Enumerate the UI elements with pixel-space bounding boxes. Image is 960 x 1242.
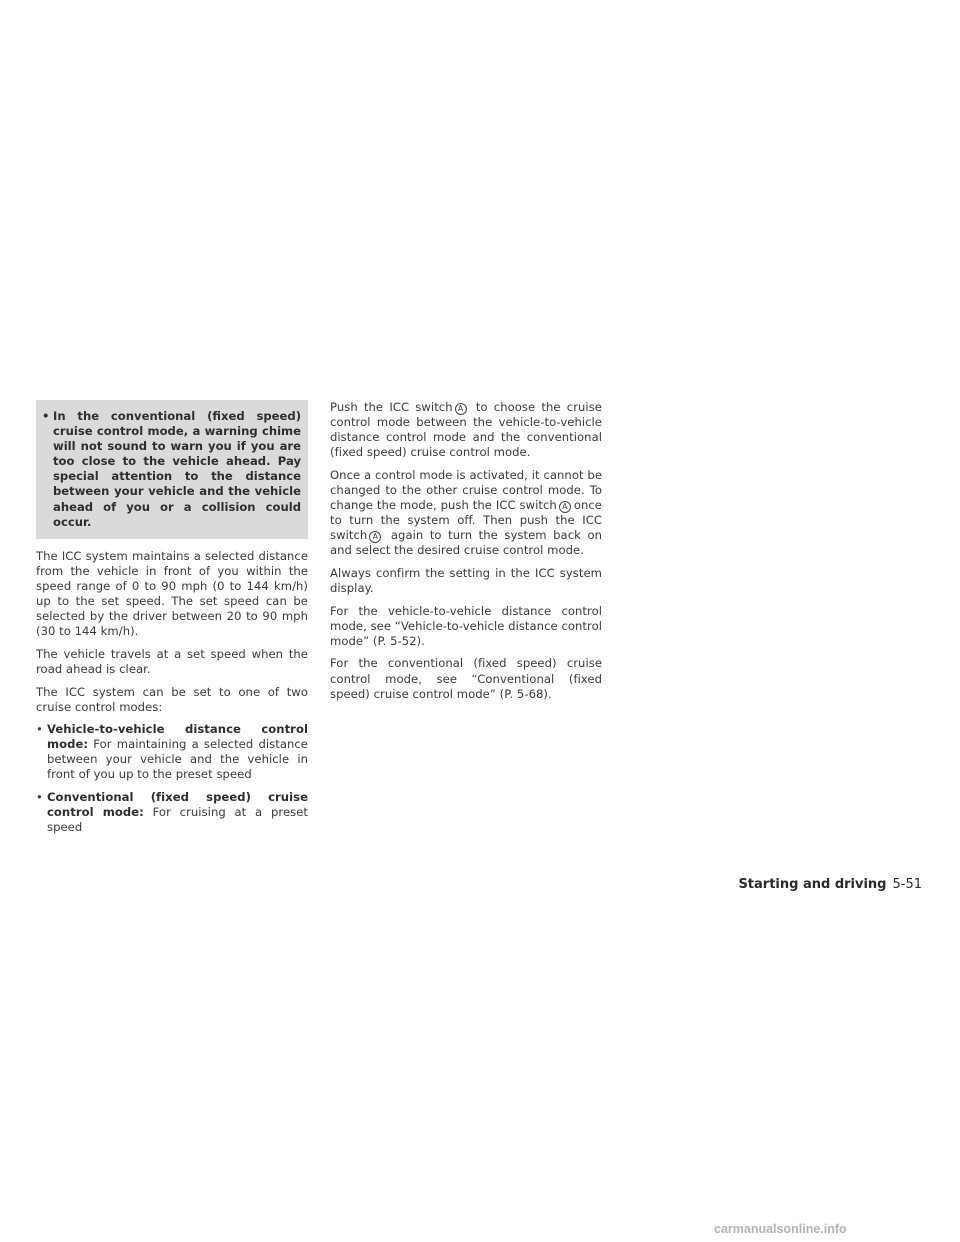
switch-a-icon: A <box>455 403 467 415</box>
switch-a-icon: A <box>369 531 381 543</box>
page-footer <box>738 877 922 892</box>
paragraph-ref-conventional: For the conventional (fixed speed) cruise control mode, see “Conventional (fixed speed) cruise control mode” (P. 5-68). <box>330 656 602 701</box>
watermark: carmanualsonline.info <box>714 1222 847 1236</box>
bullet-dot: • <box>36 790 43 805</box>
right-column <box>330 400 602 709</box>
paragraph-push-switch: Push the ICC switch A to choose the cruise control mode between the vehicle-to-vehicle distance control mode and the conventional (fixed speed) cruise control mode. <box>330 400 602 460</box>
bullet-term: Conventional (fixed speed) cruise control mode: <box>47 790 308 820</box>
paragraph-confirm: Always confirm the setting in the ICC system display. <box>330 565 602 596</box>
bullet-term: Vehicle-to-vehicle distance control mode: <box>47 722 308 752</box>
left-column <box>36 400 308 843</box>
list-item <box>36 790 308 835</box>
switch-a-icon: A <box>559 501 571 513</box>
bullet-text: For cruising at a preset speed <box>47 805 308 835</box>
paragraph-modes-intro: The ICC system can be set to one of two cruise control modes: <box>36 684 308 714</box>
list-item <box>36 722 308 782</box>
warning-text: In the conventional (fixed speed) cruise control mode, a warning chime will not sound to warn you if you are too close to the vehicle ahead. Pay special attention to the distance between your vehicle and the vehicle ahead of you or a collision could occur. <box>53 409 301 529</box>
paragraph-set-speed: The vehicle travels at a set speed when the road ahead is clear. <box>36 646 308 676</box>
paragraph-change-mode: Once a control mode is activated, it cannot be changed to the other cruise control mode. To change the mode, push the ICC switch A once to turn the system off. Then push the ICC switch A again to turn the system back on and select the desired cruise control mode. <box>330 467 602 558</box>
page-number: 5-51 <box>892 877 922 892</box>
bullet-dot: • <box>42 409 50 423</box>
paragraph-ref-distance: For the vehicle-to-vehicle distance control mode, see “Vehicle-to-vehicle distance control mode” (P. 5-52). <box>330 603 602 648</box>
section-title: Starting and driving <box>738 877 887 892</box>
bullet-text: For maintaining a selected distance between your vehicle and the vehicle in front of you up to the preset speed <box>47 737 308 782</box>
bullet-dot: • <box>36 722 43 737</box>
paragraph-icc-range: The ICC system maintains a selected distance from the vehicle in front of you within the speed range of 0 to 90 mph (0 to 144 km/h) up to the set speed. The set speed can be selected by the driver between 20 to 90 mph (30 to 144 km/h). <box>36 548 308 639</box>
warning-bullet <box>42 409 301 530</box>
warning-box <box>36 400 308 539</box>
